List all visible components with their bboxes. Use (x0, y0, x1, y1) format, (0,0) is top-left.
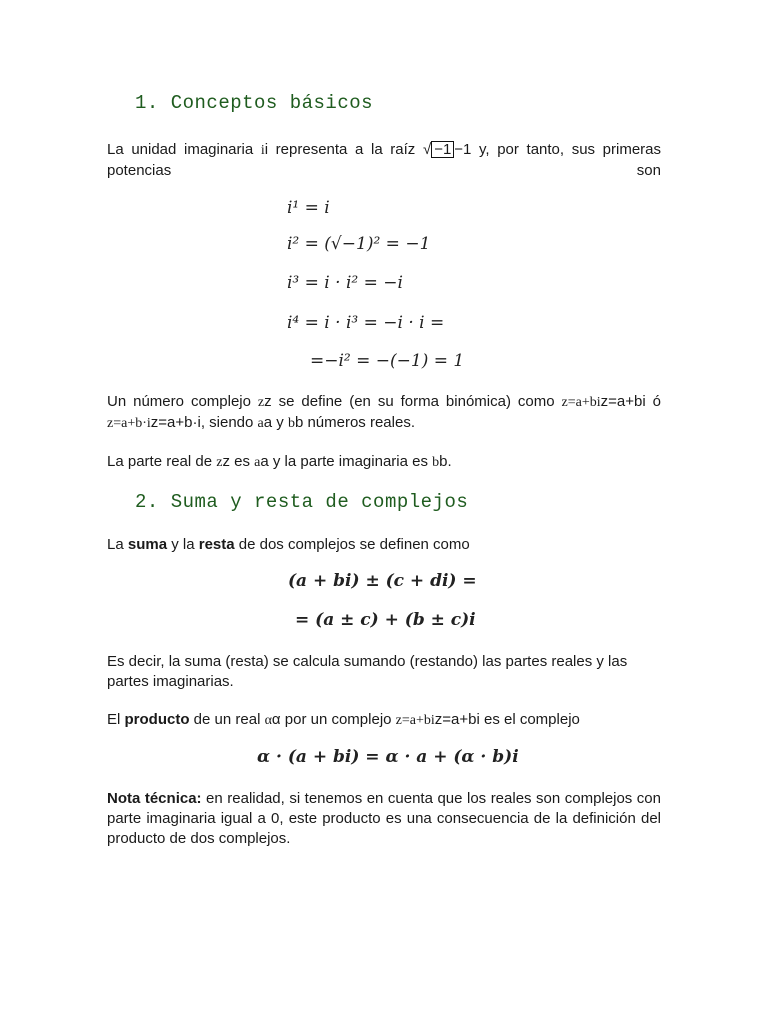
text-run: z se define (en su forma binómica) como (264, 393, 562, 410)
section-heading-conceptos: 1. Conceptos básicos (135, 92, 374, 114)
paragraph-es-decir: Es decir, la suma (resta) se calcula sumando (restando) las partes reales y las partes imaginarias. (107, 653, 628, 690)
text-run: El (107, 711, 125, 728)
text-run: b. (439, 453, 452, 470)
paragraph-unidad-imaginaria (107, 140, 661, 181)
inline-math-i: i (260, 143, 265, 158)
text-run: y la (167, 536, 199, 553)
text-run: a y la parte imaginaria es (260, 453, 433, 470)
equation-suma-resta-1: (a + bi) ± (c + di) = (288, 571, 477, 591)
paragraph-parte-real (107, 452, 661, 473)
text-run: a y (263, 414, 288, 431)
text-run: en realidad, si tenemos en cuenta que los reales son complejos con parte imaginaria igual a 0, este producto es una consecuencia de la definición del producto de dos complejos. (107, 790, 661, 847)
text-run: −1 y, por tanto, sus primeras potencias son (107, 141, 662, 179)
paragraph-nota-tecnica (107, 789, 661, 849)
inline-math-a: a (257, 416, 264, 431)
section-heading-suma-resta: 2. Suma y resta de complejos (135, 491, 469, 513)
equation-i4: i⁴ = i · i³ = −i · i = (287, 313, 445, 333)
inline-math-formula: z=a+bi (395, 713, 435, 728)
text-run: z=a+bi ó (600, 393, 661, 410)
bold-producto: producto (124, 711, 190, 728)
inline-math-b: b (287, 416, 295, 431)
inline-math-b: b (432, 455, 440, 470)
text-run: Un número complejo (107, 393, 258, 410)
sqrt-radicand-box: −1 (431, 141, 454, 158)
bold-suma: suma (127, 536, 168, 553)
bold-resta: resta (198, 536, 235, 553)
inline-math-a: a (254, 455, 261, 470)
equation-i3: i³ = i · i² = −i (287, 273, 403, 293)
text-run: z=a+b·i, siendo (150, 414, 258, 431)
text-run: La parte real de (107, 453, 217, 470)
text-run: α por un complejo (271, 711, 396, 728)
inline-math-formula: z=a+bi (561, 395, 601, 410)
inline-math-z: z (257, 395, 265, 410)
text-run: z es (222, 453, 255, 470)
text-run: z=a+bi es el complejo (434, 711, 580, 728)
text-run: i representa a la raíz (264, 141, 423, 158)
equation-suma-resta-2: = (a ± c) + (b ± c)i (295, 610, 476, 630)
paragraph-suma-resta-def (107, 535, 661, 555)
inline-math-formula: z=a+b·i (107, 416, 151, 431)
text-run: de dos complejos se definen como (234, 536, 470, 553)
sqrt-sign: √ (422, 141, 432, 158)
equation-i4-cont: =−i² = −(−1) = 1 (310, 351, 465, 371)
equation-producto-real: α · (a + bi) = α · a + (α · b)i (257, 747, 519, 767)
bold-nota-tecnica: Nota técnica: (107, 790, 202, 807)
inline-math-alpha: α (264, 713, 272, 728)
text-run: La (107, 536, 128, 553)
text-run: de un real (189, 711, 265, 728)
equation-i2: i² = (√−1)² = −1 (287, 234, 431, 254)
paragraph-producto (107, 710, 661, 731)
equation-i1: i¹ = i (287, 198, 330, 218)
paragraph-numero-complejo (107, 392, 661, 434)
inline-math-z: z (216, 455, 223, 470)
text-run: La unidad imaginaria (107, 141, 261, 158)
text-run: b números reales. (294, 414, 415, 431)
